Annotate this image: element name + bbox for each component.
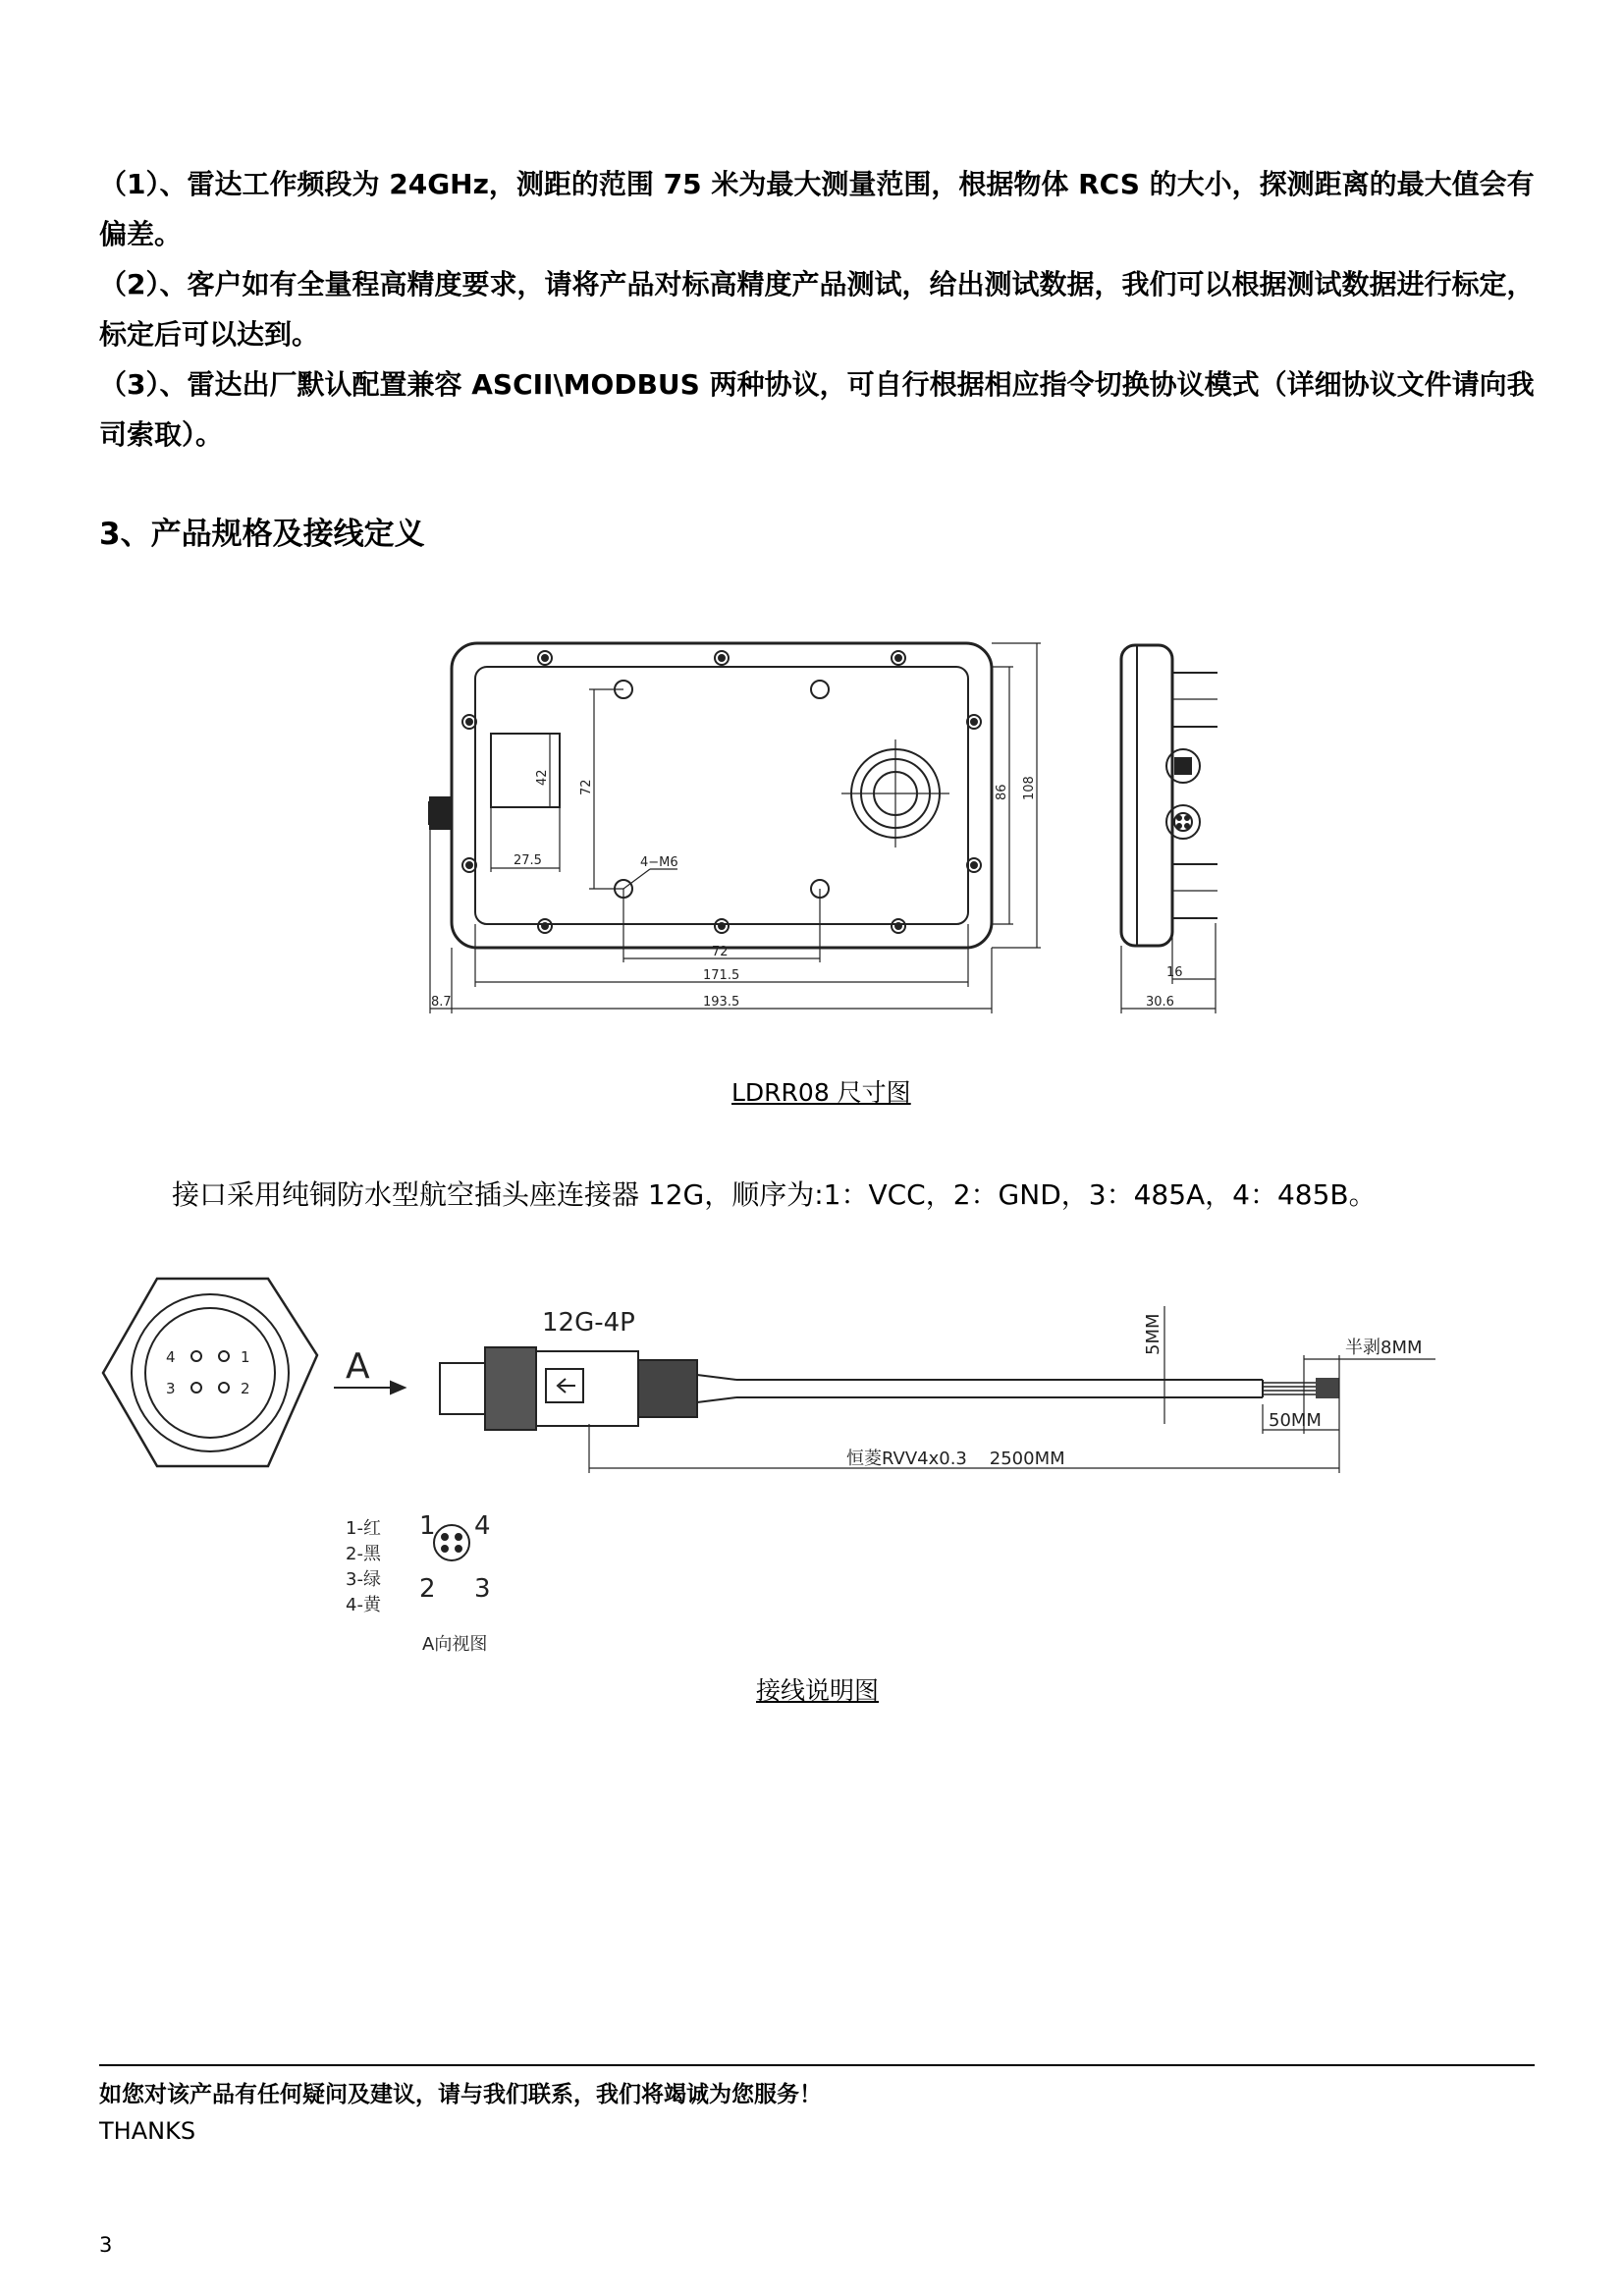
- note-1: （1）、雷达工作频段为 24GHz，测距的范围 75 米为最大测量范围，根据物体 RCS 的大小，探测距离的最大值会有偏差。: [99, 168, 1535, 250]
- dim-42: 42: [535, 769, 550, 786]
- pin-label-4: 4: [166, 1348, 176, 1366]
- wiring-drawing: [88, 1267, 1463, 1669]
- cable-spec-label: 恒菱RVV4x0.3 2500MM: [846, 1449, 1065, 1469]
- dimension-lines: [430, 643, 1041, 1013]
- color-legend-3: 3-绿: [346, 1569, 381, 1590]
- dim-72-horizontal: 72: [712, 945, 729, 959]
- view-letter: A: [346, 1346, 370, 1387]
- socket-front-view: [103, 1279, 317, 1466]
- dim-108: 108: [1022, 776, 1037, 800]
- dim-86: 86: [995, 784, 1009, 800]
- view-pin-4: 4: [474, 1511, 491, 1541]
- interface-description: 接口采用纯铜防水型航空插头座连接器 12G，顺序为:1：VCC，2：GND，3：485A，4：485B。: [172, 1178, 1377, 1211]
- connector-model-label: 12G-4P: [542, 1308, 635, 1338]
- dim-16: 16: [1166, 965, 1183, 980]
- view-pin-1: 1: [419, 1511, 436, 1541]
- pin-label-1: 1: [241, 1348, 250, 1366]
- page-number: 3: [99, 2233, 113, 2257]
- dim-8-7: 8.7: [431, 995, 452, 1010]
- pin-label-3: 3: [166, 1380, 176, 1397]
- strip-length-label: 半剥8MM: [1345, 1338, 1423, 1358]
- dim-171-5: 171.5: [703, 968, 740, 983]
- dim-50mm: 50MM: [1269, 1410, 1322, 1431]
- footer-thanks: THANKS: [99, 2117, 196, 2145]
- device-side-view: [1121, 645, 1217, 1013]
- view-pin-2: 2: [419, 1574, 436, 1604]
- dim-193-5: 193.5: [703, 995, 740, 1010]
- section-heading: 3、产品规格及接线定义: [99, 517, 425, 552]
- note-2: （2）、客户如有全量程高精度要求，请将产品对标高精度产品测试，给出测试数据，我们可以根据测试数据进行标定，标定后可以达到。: [99, 268, 1535, 351]
- footer-divider: [99, 2064, 1535, 2066]
- note-3: （3）、雷达出厂默认配置兼容 ASCII\MODBUS 两种协议，可自行根据相应指令切换协议模式（详细协议文件请向我司索取）。: [99, 368, 1535, 451]
- cable: [736, 1378, 1339, 1398]
- pin-label-2: 2: [241, 1380, 250, 1397]
- color-legend-4: 4-黄: [346, 1595, 381, 1615]
- dim-4-m6: 4−M6: [640, 855, 678, 870]
- plug-connector: [440, 1347, 736, 1430]
- dim-30-6: 30.6: [1146, 995, 1174, 1010]
- view-caption: A向视图: [422, 1634, 488, 1655]
- footer-contact: 如您对该产品有任何疑问及建议，请与我们联系，我们将竭诚为您服务！: [99, 2082, 822, 2107]
- wiring-caption: 接线说明图: [756, 1676, 880, 1705]
- dimension-caption: LDRR08 尺寸图: [731, 1078, 911, 1107]
- dimension-drawing: [412, 629, 1217, 1021]
- dim-27-5: 27.5: [514, 853, 542, 868]
- pin-view: [434, 1525, 469, 1560]
- dim-72-vertical: 72: [579, 779, 594, 795]
- color-legend-1: 1-红: [346, 1518, 381, 1539]
- device-top-view: [430, 643, 992, 948]
- view-pin-3: 3: [474, 1574, 491, 1604]
- color-legend-2: 2-黑: [346, 1544, 381, 1564]
- dim-5mm: 5MM: [1143, 1313, 1163, 1355]
